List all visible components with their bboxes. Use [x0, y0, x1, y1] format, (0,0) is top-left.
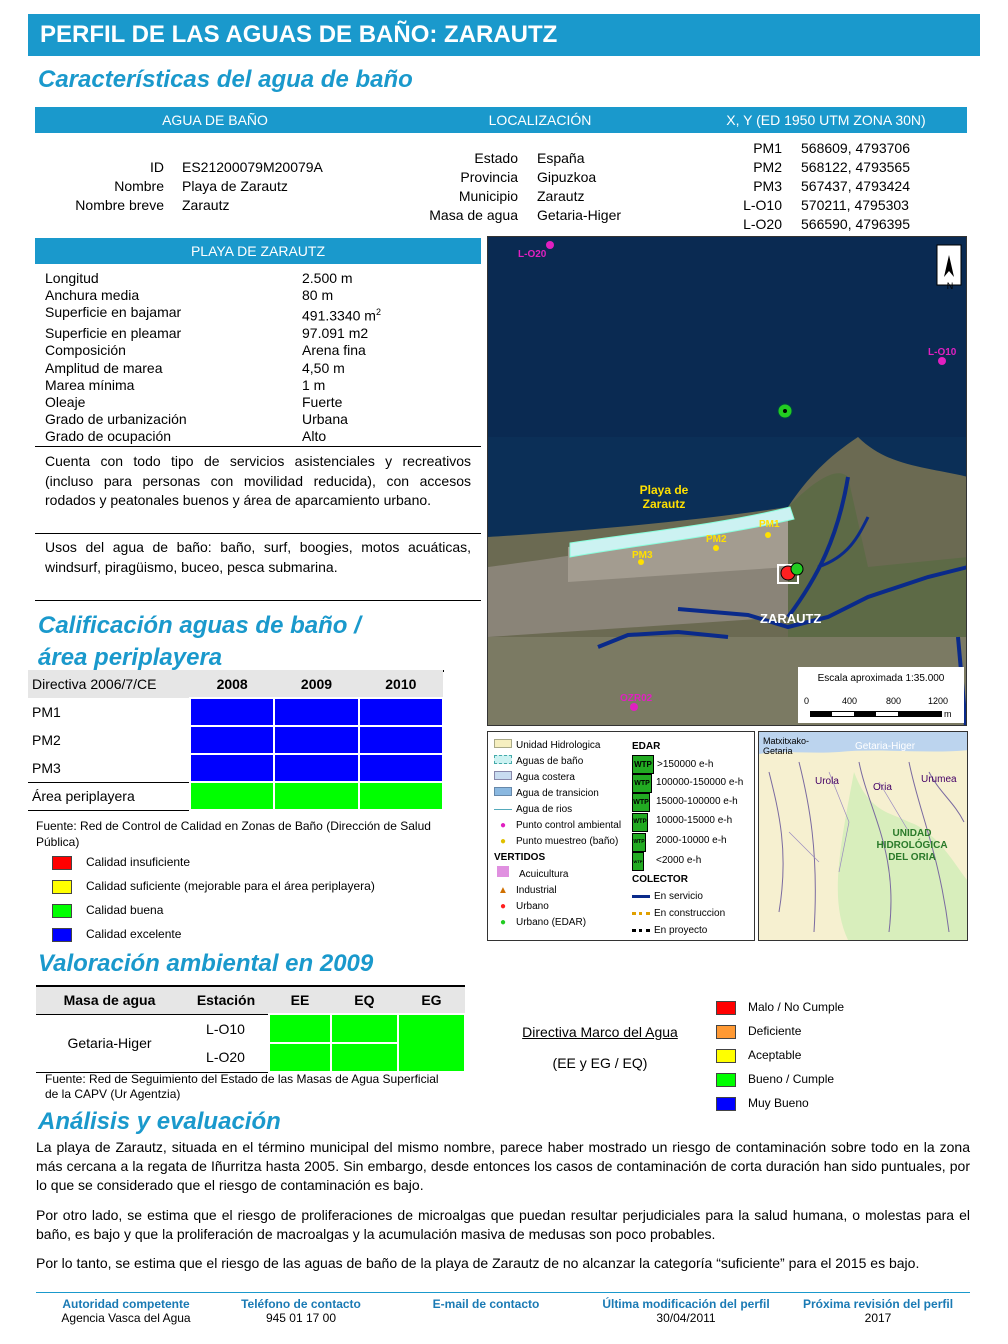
cal-source: Fuente: Red de Control de Calidad en Zonas de Baño (Dirección de Salud Pública) [36, 819, 431, 849]
playa-key: Grado de ocupación [45, 428, 172, 445]
divider [35, 446, 481, 447]
section-title-valoracion: Valoración ambiental en 2009 [38, 950, 374, 977]
loc-value: Getaria-Higer [537, 207, 622, 223]
scale-title: Escala aproximada 1:35.000 [817, 673, 945, 684]
legend-label: En proyecto [654, 925, 708, 936]
coord-key: PM1 [753, 140, 782, 156]
footer [36, 1297, 970, 1325]
legend-label: Punto control ambiental [516, 820, 622, 831]
swatch [716, 1049, 736, 1063]
footer-value: 945 01 17 00 [265, 1311, 337, 1325]
val-cell [331, 1043, 398, 1072]
legend-item [716, 1019, 844, 1043]
cal-legend [52, 850, 375, 946]
val-header: EG [421, 992, 442, 1008]
val-header: EQ [354, 992, 375, 1008]
swatch [716, 1097, 736, 1111]
legend-item [52, 922, 375, 946]
legend-heading: VERTIDOS [494, 852, 546, 863]
loc-key: Municipio [458, 188, 518, 204]
footer-value: Agencia Vasca del Agua [61, 1311, 191, 1325]
legend-item [716, 1043, 844, 1067]
legend-item [494, 866, 621, 883]
map-label-playa [634, 483, 694, 511]
loc-key: Provincia [460, 169, 518, 185]
header-agua: AGUA DE BAÑO [162, 112, 268, 128]
analysis-paragraph: Por otro lado, se estima que el riesgo de proliferaciones de microalgas que puedan resultar perjudiciales para la salud humana, o molestas para el baño, es bajo y que la proliferación de macroalgas y la acumulación masiva de medusas son poco probables. [36, 1207, 970, 1242]
wtp-icon: WTP [632, 793, 650, 812]
legend-item [494, 834, 621, 850]
val-header: Estación [196, 992, 256, 1009]
mini-label-line: Getaria [763, 746, 793, 756]
playa-value: 97.091 m2 [302, 325, 369, 342]
cal-cell [359, 754, 443, 782]
coord-keys [700, 139, 782, 234]
legend-label: Aguas de baño [516, 756, 584, 767]
agua-values [182, 158, 323, 215]
legend-item [52, 874, 375, 898]
legend-item [494, 915, 621, 931]
cal-row-label: Área periplayera [32, 788, 135, 804]
legend-left [494, 738, 621, 931]
wtp-icon: WTP [632, 774, 652, 793]
mini-label-line: UNIDAD [892, 828, 932, 839]
coord-value: 566590, 4796395 [801, 216, 910, 232]
legend-item [494, 883, 621, 899]
dot-icon: ● [499, 820, 507, 831]
servicios-text: Cuenta con todo tipo de servicios asistenciales y recreativos (incluso para personas con movilidad reducida), con accesos rodados y peatonales buenos y área de aparcamiento urbano. [45, 453, 471, 508]
agua-key: ID [150, 159, 164, 175]
legend-item [716, 1091, 844, 1115]
scale-tick: 800 [886, 696, 902, 706]
header-coords: X, Y (ED 1950 UTM ZONA 30N) [726, 112, 926, 128]
playa-key: Composición [45, 342, 126, 359]
cal-cell [190, 726, 274, 754]
footer-col [786, 1297, 970, 1325]
usos-text: Usos del agua de baño: baño, surf, boogies, motos acuáticas, windsurf, piragüismo, buceo, pesca submarina. [45, 539, 471, 575]
cal-header: Directiva 2006/7/CE [32, 676, 157, 692]
legend-item [494, 818, 621, 834]
playa-value: 2.500 m [302, 270, 353, 286]
legend-item [632, 793, 743, 812]
cal-cell [274, 698, 358, 726]
wtp-icon: WTP [632, 833, 646, 852]
legend-label: Aceptable [748, 1048, 802, 1062]
coord-value: 568609, 4793706 [801, 140, 910, 156]
line-icon [632, 912, 650, 915]
playa-key: Longitud [45, 270, 99, 286]
scale-tick: 400 [842, 696, 858, 706]
legend-label: 100000-150000 e-h [656, 777, 744, 788]
legend-item [632, 905, 743, 922]
playa-value: Fuerte [302, 394, 343, 411]
legend-label: Agua de rios [516, 804, 573, 815]
playa-value: Urbana [302, 411, 348, 428]
cal-header-year: 2010 [385, 675, 417, 692]
legend-label: Punto muestreo (baño) [516, 836, 619, 847]
page-title: PERFIL DE LAS AGUAS DE BAÑO: ZARAUTZ [28, 14, 980, 56]
agua-keys [40, 158, 164, 215]
legend-heading: EDAR [632, 741, 661, 752]
divider [35, 600, 481, 601]
legend-item [494, 754, 621, 770]
footer-col [216, 1297, 386, 1325]
legend-item [632, 812, 743, 832]
cal-header-year: 2008 [216, 675, 248, 692]
cal-cell [359, 698, 443, 726]
cal-cell [190, 782, 274, 810]
line-icon [632, 895, 650, 898]
agua-value: Playa de Zarautz [182, 178, 288, 194]
val-source: Fuente: Red de Seguimiento del Estado de las Masas de Agua Superficial de la CAPV (Ur Agentzia) [45, 1072, 439, 1101]
superscript: 2 [375, 307, 381, 318]
cal-cell [190, 754, 274, 782]
cal-cell [274, 754, 358, 782]
legend-label: 2000-10000 e-h [656, 835, 727, 846]
playa-key: Anchura media [45, 287, 140, 304]
swatch [494, 771, 512, 780]
playa-key: Superficie en bajamar [45, 304, 182, 321]
calificacion-table [28, 670, 444, 811]
legend-label: Malo / No Cumple [748, 1000, 845, 1014]
playa-key: Marea mínima [45, 376, 135, 393]
playa-table [45, 270, 475, 446]
playa-key: Oleaje [45, 394, 86, 411]
cal-cell [359, 726, 443, 754]
dot-icon: ● [499, 836, 507, 847]
legend-label: Acuicultura [519, 869, 569, 880]
legend-item [494, 899, 621, 915]
north-arrow-icon: N [946, 281, 954, 291]
cal-row-label: PM2 [32, 732, 61, 748]
loc-keys [400, 149, 518, 225]
coord-value: 567437, 4793424 [801, 178, 910, 194]
agua-key: Nombre [114, 178, 164, 194]
map-label-lo10: L-O10 [928, 347, 957, 358]
val-masa: Getaria-Higer [67, 1035, 152, 1051]
circle-icon: ● [499, 901, 507, 912]
legend-label: Urbano [516, 901, 549, 912]
legend-item [632, 832, 743, 852]
line-icon [632, 929, 650, 932]
playa-key: Amplitud de marea [45, 359, 163, 376]
footer-col [36, 1297, 216, 1325]
wtp-icon: WTP [632, 813, 648, 832]
divider [35, 533, 481, 534]
legend-right [632, 738, 743, 939]
footer-heading: Próxima revisión del perfil [802, 1297, 954, 1311]
legend-label: Urbano (EDAR) [516, 917, 587, 928]
footer-value: 30/04/2011 [656, 1311, 716, 1325]
map-label-pm3: PM3 [632, 550, 653, 561]
legend-item [632, 774, 743, 793]
swatch [494, 809, 512, 810]
playa-key: Superficie en pleamar [45, 325, 182, 342]
mini-label-unidad [867, 828, 957, 864]
swatch [494, 787, 512, 796]
cal-cell [190, 698, 274, 726]
scale-tick: 0 [804, 696, 810, 706]
dma-subtitle: (EE y EG / EQ) [552, 1055, 648, 1071]
agua-value: Zarautz [182, 197, 230, 213]
swatch [52, 928, 72, 942]
map-label-town: ZARAUTZ [760, 611, 822, 626]
legend-label: Calidad buena [86, 903, 164, 917]
analysis-paragraph: La playa de Zarautz, situada en el término municipal del mismo nombre, parece haber mostrado un riesgo de contaminación sobre todo en la zona más cercana a la regata de Iñurritza hasta 2005. Sin embargo, desde entonces los casos de contaminación de corta duración han sido puntuales, por lo que se considerado que el riesgo de contaminación es bajo. [36, 1139, 970, 1193]
legend-label: En construccion [654, 908, 726, 919]
mini-label: Urumea [921, 774, 957, 785]
coord-key: L-O10 [743, 197, 782, 213]
triangle-icon: ▲ [498, 885, 508, 896]
legend-item [494, 786, 621, 802]
val-cell [331, 1014, 398, 1043]
mini-label-line: Matxitxako- [763, 736, 810, 746]
square-icon [497, 866, 509, 877]
legend-item [716, 1067, 844, 1091]
cal-cell [359, 782, 443, 810]
section-title-line: área periplayera [38, 644, 223, 671]
swatch [716, 1073, 736, 1087]
legend-item [716, 995, 844, 1019]
val-header: EE [290, 992, 310, 1008]
section-title-caracteristicas: Características del agua de baño [38, 66, 413, 93]
overview-map [758, 731, 968, 941]
playa-value: 80 m [302, 287, 334, 304]
swatch [716, 1001, 736, 1015]
map-label-pm1: PM1 [759, 519, 780, 530]
mini-label: Urola [815, 776, 839, 787]
footer-heading: Autoridad competente [62, 1297, 190, 1311]
cal-cell [274, 782, 358, 810]
footer-heading: Teléfono de contacto [241, 1297, 361, 1311]
footer-heading: E-mail de contacto [432, 1297, 540, 1311]
footer-divider [36, 1292, 970, 1293]
val-station: L-O20 [206, 1049, 245, 1066]
map-legend [487, 731, 755, 941]
mini-label-line: DEL ORIA [888, 852, 936, 863]
legend-label: Calidad suficiente (mejorable para el área periplayera) [86, 879, 375, 893]
playa-value: 4,50 m [302, 359, 345, 376]
mini-label: Getaria-Higer [855, 741, 916, 752]
playa-value: 491.3340 m [302, 308, 376, 325]
playa-value: 1 m [302, 376, 326, 393]
cal-row-label: PM1 [32, 704, 61, 720]
legend-label: Unidad Hidrologica [516, 740, 601, 751]
agua-value: ES21200079M20079A [182, 159, 323, 175]
val-cell [269, 1043, 331, 1072]
map-label-station: OZR02 [620, 693, 653, 704]
playa-value: Arena fina [302, 342, 366, 359]
coord-key: PM3 [753, 178, 782, 194]
legend-label: Agua costera [516, 772, 575, 783]
coord-value: 570211, 4795303 [801, 197, 909, 213]
loc-value: Zarautz [537, 188, 585, 204]
section-title-line: Calificación aguas de baño / [38, 612, 361, 639]
section-title-analisis: Análisis y evaluación [38, 1108, 281, 1135]
swatch [494, 739, 512, 748]
legend-label: Industrial [516, 885, 557, 896]
coord-value: 568122, 4793565 [801, 159, 910, 175]
footer-value: 2017 [864, 1311, 892, 1325]
legend-heading: COLECTOR [632, 874, 688, 885]
mini-label-line: HIDROLÓGICA [876, 840, 948, 851]
val-cell [398, 1014, 465, 1072]
mini-label [763, 736, 809, 756]
legend-item [632, 922, 743, 939]
legend-item [632, 755, 743, 774]
swatch [52, 856, 72, 870]
swatch [716, 1025, 736, 1039]
wtp-icon: WTP [632, 755, 654, 774]
legend-label: Calidad insuficiente [86, 855, 191, 869]
scale-tick: 1200 [928, 696, 949, 706]
legend-label: >150000 e-h [657, 759, 714, 770]
footer-col [586, 1297, 786, 1325]
legend-item [52, 898, 375, 922]
swatch [52, 904, 72, 918]
legend-item [52, 850, 375, 874]
map-label-lo20: L-O20 [518, 249, 547, 260]
loc-value: España [537, 150, 585, 166]
loc-value: Gipuzkoa [537, 169, 597, 185]
legend-label: Calidad excelente [86, 927, 182, 941]
wtp-icon: WTP [632, 852, 644, 871]
section-title-calificacion [38, 610, 361, 674]
legend-label: 15000-100000 e-h [656, 796, 738, 807]
analysis-paragraph: Por lo tanto, se estima que el riesgo de las aguas de baño de la playa de Zarautz de no alcanzar la categoría “suficiente” para el 2015 es bajo. [36, 1255, 920, 1271]
legend-item [494, 770, 621, 786]
val-station: L-O10 [206, 1020, 245, 1037]
legend-label: Agua de transicion [516, 788, 599, 799]
map-svg [488, 237, 967, 726]
coord-values [801, 139, 910, 234]
legend-item [632, 852, 743, 871]
valoracion-table [36, 985, 466, 1073]
scale-unit: m [944, 709, 952, 719]
legend-label: <2000 e-h [656, 855, 702, 866]
map-label-pm2: PM2 [706, 534, 727, 545]
coord-key: PM2 [753, 159, 782, 175]
legend-label: En servicio [654, 891, 703, 902]
loc-key: Estado [474, 150, 518, 166]
circle-icon: ● [499, 917, 507, 928]
footer-col [386, 1297, 586, 1325]
map-label: Zarautz [642, 497, 686, 511]
legend-item [494, 738, 621, 754]
agua-key: Nombre breve [75, 197, 164, 213]
coord-key: L-O20 [743, 216, 782, 232]
legend-item [632, 888, 743, 905]
dma-title: Directiva Marco del Agua [522, 1024, 678, 1040]
mini-label: Oria [873, 782, 892, 793]
cal-row-label: PM3 [32, 759, 61, 776]
cal-header-year: 2009 [300, 675, 333, 692]
legend-item [494, 802, 621, 818]
legend-label: Muy Bueno [748, 1096, 809, 1110]
legend-label: 10000-15000 e-h [656, 815, 733, 826]
val-legend [716, 995, 844, 1115]
val-header: Masa de agua [63, 992, 156, 1009]
loc-values [537, 149, 621, 225]
playa-key: Grado de urbanización [45, 411, 187, 428]
swatch [52, 880, 72, 894]
playa-title: PLAYA DE ZARAUTZ [35, 238, 481, 264]
header-localizacion: LOCALIZACIÓN [488, 112, 592, 128]
cal-cell [274, 726, 358, 754]
playa-value: Alto [302, 428, 327, 445]
map-image [487, 236, 967, 726]
val-cell [269, 1014, 331, 1043]
swatch [494, 755, 512, 764]
legend-label: Bueno / Cumple [748, 1072, 835, 1086]
loc-key: Masa de agua [429, 207, 518, 223]
footer-heading: Última modificación del perfil [602, 1297, 770, 1311]
map-label: Playa de [639, 483, 689, 497]
legend-label: Deficiente [748, 1024, 802, 1038]
